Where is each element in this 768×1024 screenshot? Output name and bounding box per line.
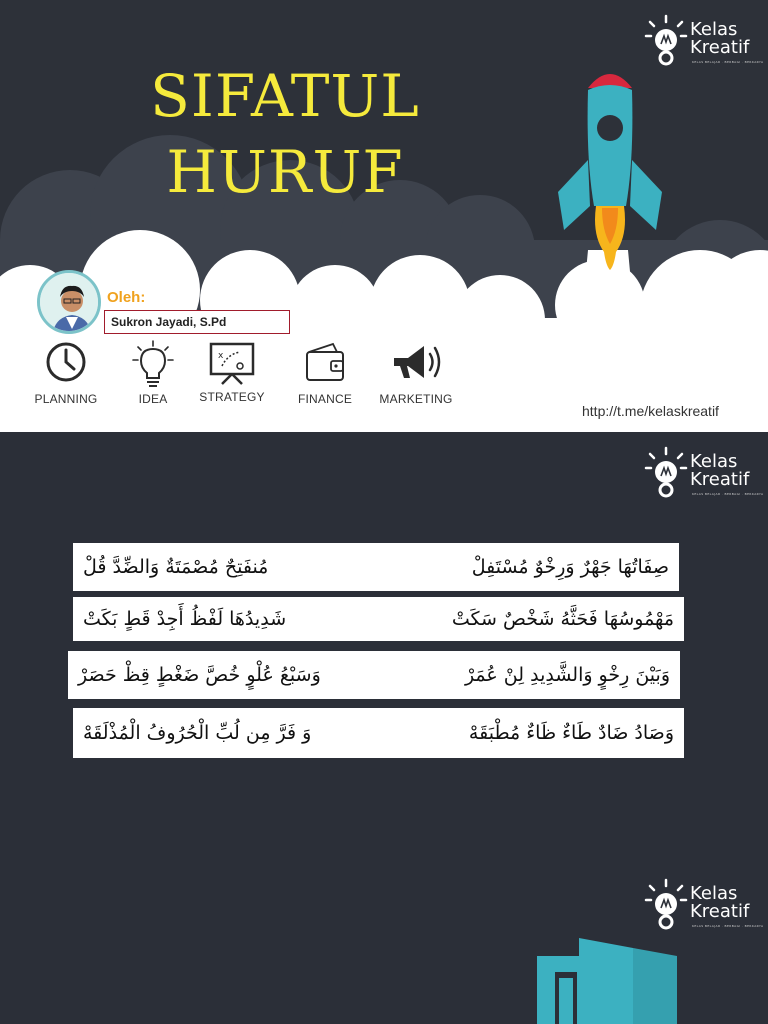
feature-label: FINANCE <box>297 392 353 406</box>
verse-left-hemistich: وَ فَرَّ مِن لُبِّ الْحُرُوفُ الْمُذْلَقَهْ <box>83 722 312 744</box>
lightbulb-logo-icon <box>644 446 688 500</box>
brand-tagline: KELAS BELAJAR · BERBAGI · BERKARYA <box>692 492 764 496</box>
lightbulb-logo-icon <box>644 14 688 68</box>
verse-line-4 <box>73 708 684 758</box>
feature-idea <box>108 340 198 406</box>
verse-right-hemistich: وَصَادُ ضَادٌ طَاءٌ ظَاءٌ مُطْبَقَهْ <box>468 722 674 744</box>
verse-line-2 <box>73 597 684 641</box>
feature-planning <box>21 340 111 406</box>
verse-right-hemistich: مَهْمُوسُهَا فَحَثَّهُ شَخْصٌ سَكَتْ <box>451 608 674 630</box>
author-avatar <box>37 270 101 334</box>
brand-name-line1: Kelas <box>690 883 738 904</box>
page-title <box>120 58 450 210</box>
title-line-2: HURUF <box>166 138 404 206</box>
brand-tagline: KELAS BELAJAR · BERBAGI · BERKARYA <box>692 60 764 64</box>
feature-label: IDEA <box>138 392 168 406</box>
book-illustration <box>537 938 677 1024</box>
verse-right-hemistich: وَبَيْنَ رِخْوٍ وَالشَّدِيدِ لِنْ عُمَرْ <box>464 664 670 686</box>
feature-label: STRATEGY <box>199 390 265 404</box>
clock-icon <box>44 340 88 384</box>
author-name: Sukron Jayadi, S.Pd <box>104 310 290 334</box>
verse-left-hemistich: شَدِيدُهَا لَفْظُ أَجِدْ قَطٍ بَكَتْ <box>83 608 287 630</box>
feature-label: PLANNING <box>34 392 98 406</box>
verse-line-3 <box>68 651 680 699</box>
verse-line-1 <box>73 543 679 591</box>
brand-name-line2: Kreatif <box>690 901 750 922</box>
telegram-link[interactable]: http://t.me/kelaskreatif <box>582 403 719 419</box>
oleh-label: Oleh: <box>107 289 146 306</box>
lightbulb-icon <box>131 340 175 390</box>
feature-finance <box>280 340 370 406</box>
brand-name-line1: Kelas <box>690 19 738 40</box>
brand-tagline: KELAS BELAJAR · BERBAGI · BERKARYA <box>692 924 764 928</box>
brand-logo <box>644 446 768 502</box>
brand-logo <box>644 878 768 934</box>
rocket-icon <box>548 30 672 350</box>
feature-marketing <box>371 340 461 406</box>
brand-name-line2: Kreatif <box>690 37 750 58</box>
verse-left-hemistich: مُنفَتِحٌ مُصْمَتَةٌ وَالضِّدَّ قُلْ <box>83 556 269 578</box>
verse-left-hemistich: وَسَبْعُ عُلْوٍ خُصَّ ضَغْطٍ قِظْ حَصَرْ <box>78 664 321 686</box>
verses-slide <box>0 432 768 864</box>
strategy-board-icon <box>208 340 256 386</box>
brand-logo <box>644 14 768 70</box>
svg-text:x: x <box>218 351 224 361</box>
feature-label: MARKETING <box>379 392 453 406</box>
wallet-icon <box>303 340 347 384</box>
feature-strategy <box>187 340 277 404</box>
title-line-1: SIFATUL <box>150 62 420 130</box>
cover-slide <box>0 0 768 432</box>
lightbulb-logo-icon <box>644 878 688 932</box>
brand-name-line1: Kelas <box>690 451 738 472</box>
megaphone-icon <box>388 340 444 384</box>
verse-right-hemistich: صِفَاتُهَا جَهْرٌ وَرِخْوٌ مُسْتَفِلْ <box>471 556 669 578</box>
brand-name-line2: Kreatif <box>690 469 750 490</box>
